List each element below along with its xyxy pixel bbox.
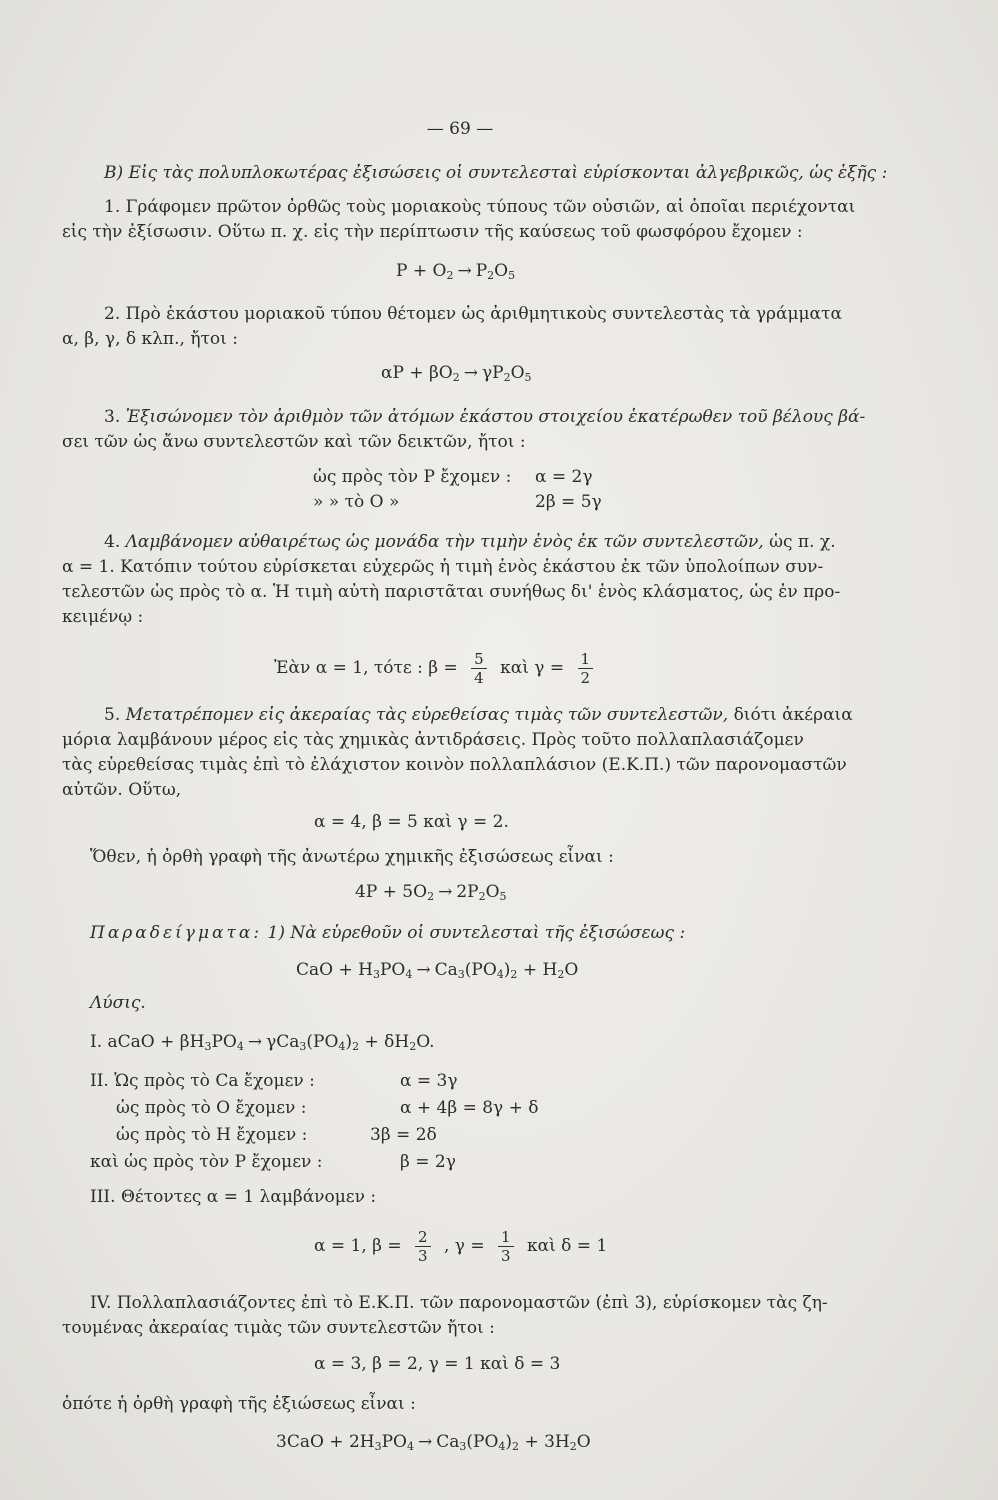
page-number: — 69 — (426, 119, 494, 139)
solution-II-o: ὡς πρὸς τὸ O ἔχομεν : α + 4β = 8γ + δ (116, 1098, 539, 1118)
step2-line2: α, β, γ, δ κλπ., ἤτοι : (62, 329, 238, 349)
fraction-gamma: $\frac{1}{2}$ (578, 650, 594, 687)
step4-line3: τελεστῶν ὡς πρὸς τὸ α. Ἡ τιμὴ αὐτὴ παριστᾶται συνήθως δι' ἑνὸς κλάσματος, ὡς ἐν προ- (62, 582, 841, 602)
fraction-equation-step4: Ἐὰν α = 1, τότε : β = $\frac{5}{4}$ καὶ γ = $\frac{1}{2}$ (274, 648, 601, 688)
reaction-arrow-icon: → (247, 1032, 263, 1052)
step2-line1: 2. Πρὸ ἑκάστου μοριακοῦ τύπου θέτομεν ὡς ἀριθμητικοὺς συντελεστὰς τὰ γράμματα (104, 304, 842, 324)
step1-line1: 1. Γράφομεν πρῶτον ὀρθῶς τοὺς μοριακοὺς τύπους τῶν οὐσιῶν, αἱ ὁποῖαι περιέχονται (104, 197, 856, 217)
equation-phosphorus-unbalanced: $P + O_2 \to P_2O_5$ (396, 261, 516, 282)
solution-IV-line1: IV. Πολλαπλασιάζοντες ἐπὶ τὸ Ε.Κ.Π. τῶν παρονομαστῶν (ἐπὶ 3), εὑρίσκομεν τὰς ζη- (90, 1293, 828, 1313)
reaction-arrow-icon: → (417, 1432, 433, 1452)
step5-line4: αὐτῶν. Οὕτω, (62, 780, 182, 800)
solution-IV-values: α = 3, β = 2, γ = 1 καὶ δ = 3 (314, 1354, 561, 1374)
step4-line2: α = 1. Κατόπιν τούτου εὑρίσκεται εὐχερῶς ἡ τιμὴ ἑνὸς ἑκάστου ἐκ τῶν ὑπολοίπων συν- (62, 557, 824, 577)
step5-line2: μόρια λαμβάνουν μέρος εἰς τὰς χημικὰς ἀντιδράσεις. Πρὸς τοῦτο πολλαπλασιάζομεν (62, 730, 804, 750)
reaction-arrow-icon: → (438, 882, 453, 902)
solution-III-text: III. Θέτοντες α = 1 λαμβάνομεν : (90, 1187, 377, 1207)
step1-line2: εἰς τὴν ἐξίσωσιν. Οὕτω π. χ. εἰς τὴν περίπτωσιν τῆς καύσεως τοῦ φωσφόρου ἔχομεν : (62, 222, 803, 242)
solution-II-p: καὶ ὡς πρὸς τὸν P ἔχομεν : β = 2γ (90, 1152, 456, 1172)
equation-phosphorus-balanced: $4P + 5O_2 \to 2P_2O_5$ (355, 882, 507, 903)
reaction-arrow-icon: → (457, 261, 472, 281)
solution-step-I: I. aCaO + $\beta H_3PO_4 \to \gamma Ca_3(PO_4)_2 + \delta H_2O$. (90, 1032, 435, 1053)
step5-line3: τὰς εὑρεθείσας τιμὰς ἐπὶ τὸ ἐλάχιστον κοινὸν πολλαπλάσιον (Ε.Κ.Π.) τῶν παρονομαστῶν (62, 755, 847, 775)
reaction-arrow-icon: → (416, 960, 431, 980)
step5-line1: 5. Μετατρέπομεν εἰς ἀκεραίας τὰς εὑρεθείσας τιμὰς τῶν συντελεστῶν, διότι ἀκέραια (104, 705, 853, 725)
section-heading: B) Εἰς τὰς πολυπλοκωτέρας ἐξισώσεις οἱ συντελεσταὶ εὑρίσκονται ἀλγεβρικῶς, ὡς ἑξῆς : (104, 163, 888, 183)
solution-IV-line2: τουμένας ἀκεραίας τιμὰς τῶν συντελεστῶν ἤτοι : (62, 1318, 495, 1338)
step4-line1: 4. Λαμβάνομεν αὐθαιρέτως ὡς μονάδα τὴν τιμὴν ἑνὸς ἐκ τῶν συντελεστῶν, ὡς π. χ. (104, 532, 836, 552)
reaction-arrow-icon: → (463, 363, 478, 383)
examples-heading: Παραδείγματα: 1) Νὰ εὑρεθοῦν οἱ συντελεσταὶ τῆς ἐξισώσεως : (90, 923, 686, 943)
integer-coefficients: α = 4, β = 5 καὶ γ = 2. (314, 812, 509, 832)
equation-calcium-balanced: $3CaO + 2H_3PO_4 \to Ca_3(PO_4)_2 + 3H_2O$ (276, 1432, 591, 1453)
solution-II-ca: II. Ὡς πρὸς τὸ Ca ἔχομεν : α = 3γ (90, 1071, 458, 1091)
step3-line1: 3. Ἐξισώνομεν τὸν ἀριθμὸν τῶν ἀτόμων ἑκάστου στοιχείου ἑκατέρωθεν τοῦ βέλους βά- (104, 407, 866, 427)
fraction-beta: $\frac{2}{3}$ (415, 1228, 431, 1265)
final-text: ὁπότε ἡ ὀρθὴ γραφὴ τῆς ἐξιώσεως εἶναι : (62, 1394, 416, 1414)
equation-phosphorus-coefficients: $\alpha P + \beta O_2 \to \gamma P_2O_5$ (381, 363, 532, 384)
conclusion-text: Ὅθεν, ἡ ὀρθὴ γραφὴ τῆς ἀνωτέρω χημικῆς ἐξισώσεως εἶναι : (90, 847, 614, 867)
solution-label: Λύσις. (90, 993, 146, 1013)
fraction-gamma: $\frac{1}{3}$ (498, 1228, 514, 1265)
solution-III-fractions: α = 1, β = $\frac{2}{3}$ , γ = $\frac{1}{3}$ καὶ δ = 1 (314, 1228, 608, 1265)
fraction-beta: $\frac{5}{4}$ (471, 650, 487, 687)
relation-o: » » τὸ O » 2β = 5γ (313, 492, 602, 512)
step3-line2: σει τῶν ὡς ἄνω συντελεστῶν καὶ τῶν δεικτῶν, ἤτοι : (62, 432, 526, 452)
solution-II-h: ὡς πρὸς τὸ H ἔχομεν : 3β = 2δ (116, 1125, 437, 1145)
step4-line4: κειμένῳ : (62, 607, 144, 627)
relation-p: ὡς πρὸς τὸν P ἔχομεν : α = 2γ (313, 467, 593, 487)
equation-calcium-unbalanced: CaO + $H_3PO_4 \to Ca_3(PO_4)_2 + H_2O$ (296, 960, 579, 981)
